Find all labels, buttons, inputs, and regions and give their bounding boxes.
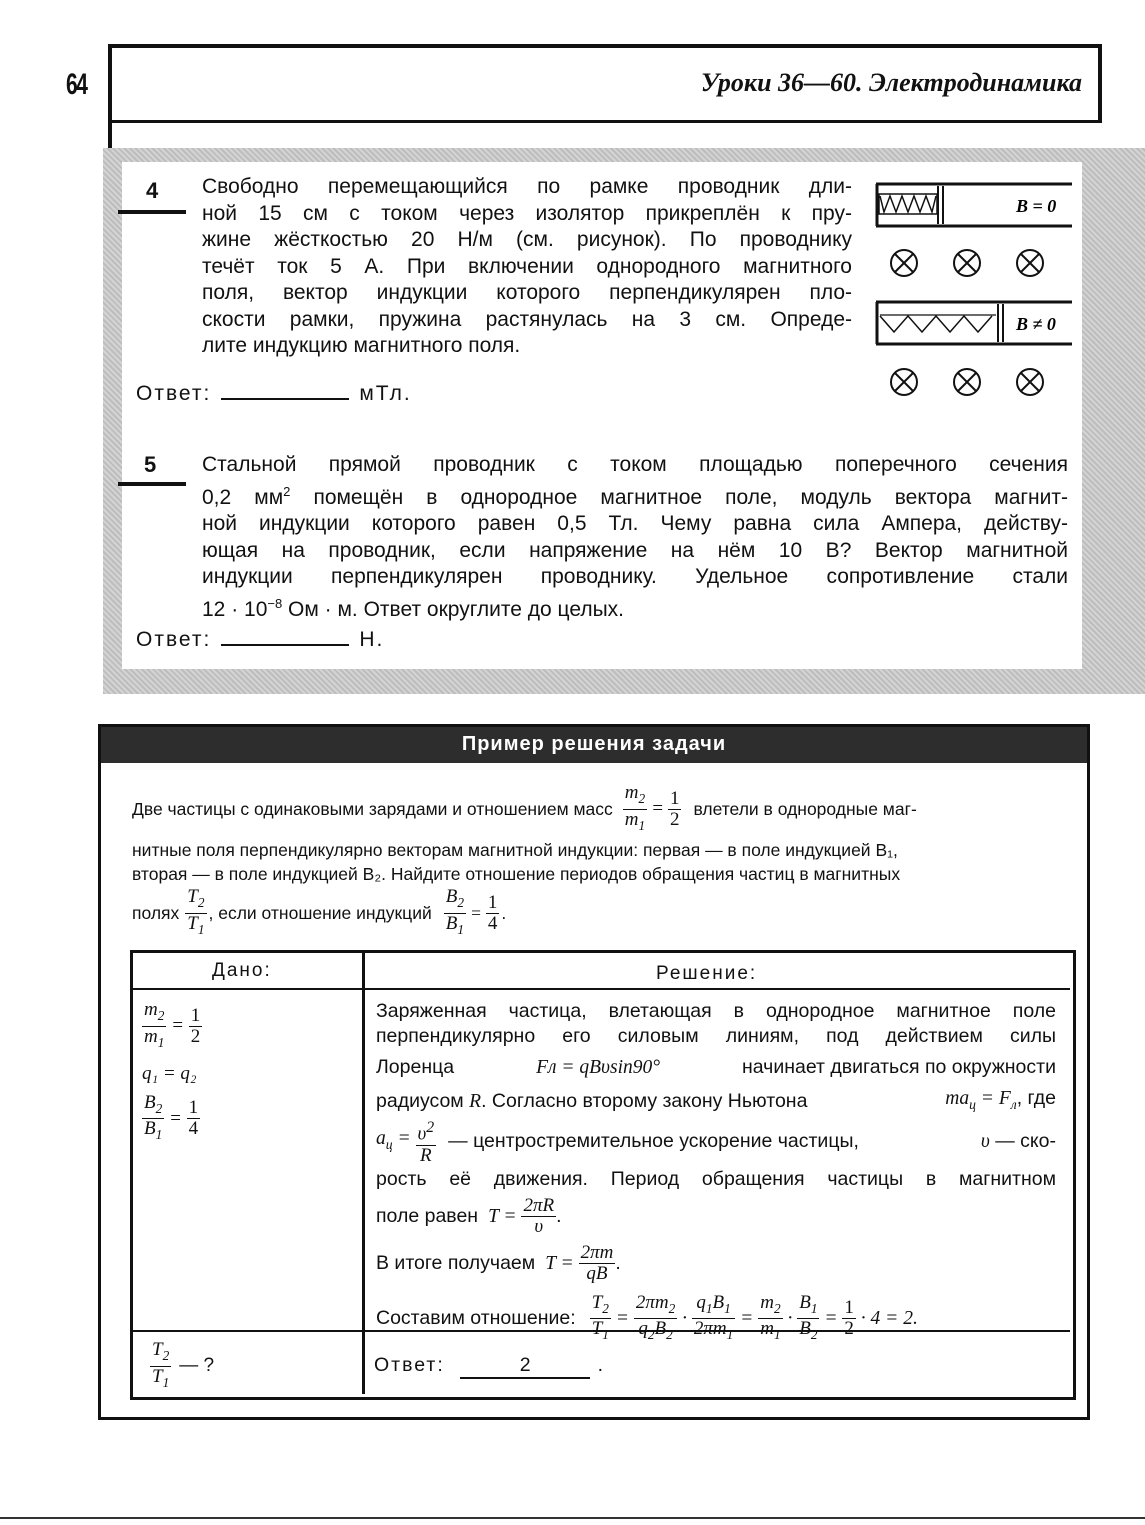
task5-answer: Ответ: Н. <box>136 628 385 651</box>
task5-text: Стальной прямой проводник с током площадью поперечного сечения 0,2 $мм^2$ помещён в однородное магнитное поле, модуль вектора магнит- ной индукции которого равен 0,5 Тл. Чему равна сила Ампера, действу- ющая на проводник, если напряжение на нём 10 В? Вектор магнитной индукции перпендикулярен проводнику. Удельное сопротивление стали $12 \cdot 10^{-8}$ Ом · м. Ответ округлите до целых. <box>202 453 1068 621</box>
task4-answer-blank[interactable] <box>221 380 349 400</box>
solution-text: Заряженная частица, влетающая в однородное магнитное поле перпендикулярно его силовым линиям, под действием силы Лоренца Fл = qBυsin90° начинает двигаться по окружности радиусом R. Согласно второму закону Ньютона $ma_ц = F_л$, где $a_ц$ = $\frac{\upsilon^2}{R}$ — центростремительное ускорение частицы, υ — ско- рость её движения. Период обращения частицы в магнитном поле равен T = $\frac{2\pi R}{\upsilon}$ . В итоге получаем T = $\frac{2\pi m}{qB}$ . Составим отношение: $\frac{T_2}{T_1}$ = $\frac{2\pi m_2}{q_2B_2}$ · $\frac{q_1B_1}{2\pi m_1}$ = $\frac{m_2}{m_1}$ · $\frac{B_1}{B_2}$ = $\frac{1}{2}$ · 4 = 2. <box>376 1000 1056 1343</box>
table-hdivider <box>133 988 1070 990</box>
page-header <box>108 44 1102 123</box>
figure-label-top: B = 0 <box>1016 196 1057 216</box>
task5-answer-blank[interactable] <box>221 626 349 646</box>
figure-label-bottom: B ≠ 0 <box>1016 314 1056 334</box>
page-number: 64 <box>66 68 87 101</box>
task4-marker <box>118 210 186 214</box>
task4-answer: Ответ: мТл. <box>136 382 412 405</box>
spring-frame-figure <box>872 178 1078 408</box>
header-title: Уроки 36—60. Электродинамика <box>700 68 1082 97</box>
task4-number: 4 <box>146 178 159 203</box>
task5-number: 5 <box>144 452 157 477</box>
table-vdivider <box>362 953 365 1394</box>
task5-marker <box>118 482 186 486</box>
task4-text: Свободно перемещающийся по рамке проводник дли- ной 15 см с током через изолятор прикреплён к пру- жине жёсткостью 20 Н/м (см. рисунок). По проводнику течёт ток 5 А. При включении однородного магнитного поля, вектор индукции которого перпендикулярен пло- скости рамки, пружина растянулась на 3 см. Опреде- лите индукцию магнитного поля. <box>202 175 852 357</box>
find-value: $\frac{T_2}{T_1}$ — ? <box>152 1339 215 1390</box>
given-values: $\frac{m_2}{m_1}$ = $\frac{1}{2}$ q₁ = q₂ $\frac{B_2}{B_1}$ = $\frac{1}{4}$ <box>142 999 201 1143</box>
example-statement: Две частицы с одинаковыми зарядами и отношением масс $\frac{m_2}{m_1}$ = $\frac{1}{2}$ влетели в однородные маг- нитные поля перпендикулярно векторам магнитной индукции: первая — в поле индукцией B₁, вторая — в поле индукцией B₂. Найдите отношение периодов обращения частиц в магнитных полях $\frac{T_2}{T_1}$ , если отношение индукций $\frac{B_2}{B_1}$ = $\frac{1}{4}$ . <box>132 781 917 937</box>
example-answer-value: 2 <box>460 1354 590 1379</box>
solution-title: Решение: <box>656 963 758 984</box>
example-title: Пример решения задачи <box>101 727 1087 763</box>
given-title: Дано: <box>212 960 272 981</box>
page-bottom-rule <box>0 1517 1145 1519</box>
example-answer: Ответ: 2 . <box>374 1354 605 1379</box>
